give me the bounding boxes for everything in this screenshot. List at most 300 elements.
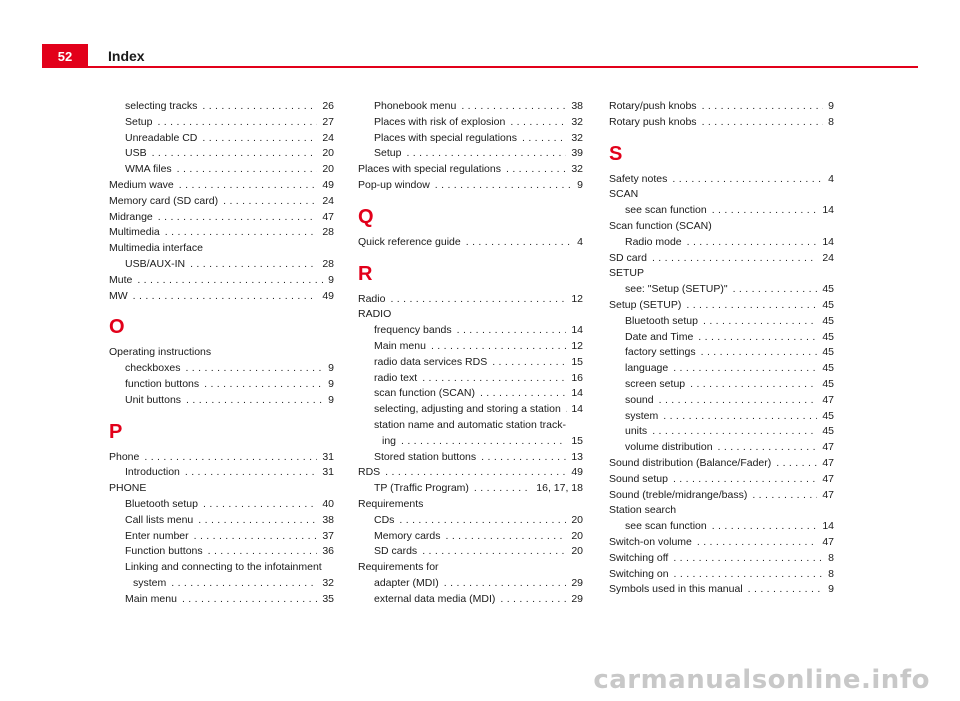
entry-text: USB <box>125 147 147 160</box>
dot-leader <box>748 582 824 598</box>
dot-leader <box>158 210 318 226</box>
dot-leader <box>673 361 817 377</box>
entry-page-number: 32 <box>571 115 583 128</box>
entry-page-number: 9 <box>328 273 334 286</box>
dot-leader <box>171 576 317 592</box>
dot-leader <box>776 456 817 472</box>
index-entry <box>358 178 583 194</box>
entry-page-number: 47 <box>822 472 834 485</box>
entry-page-number: 32 <box>322 576 334 589</box>
entry-text: Symbols used in this manual <box>609 583 743 596</box>
entry-text: Rotary/push knobs <box>609 100 697 112</box>
index-subentry <box>109 361 334 377</box>
index-subentry <box>358 402 583 418</box>
entry-text: Switch-on volume <box>609 535 692 548</box>
index-subentry <box>109 99 334 115</box>
dot-leader <box>566 402 567 418</box>
entry-text: Date and Time <box>625 330 694 343</box>
entry-page-number: 14 <box>571 324 583 337</box>
dot-leader <box>703 314 817 330</box>
entry-text: Setup (SETUP) <box>609 298 682 311</box>
entry-text: Midrange <box>109 210 153 223</box>
entry-text: scan function (SCAN) <box>374 387 475 400</box>
page-number-badge <box>42 44 88 68</box>
entry-text: checkboxes <box>125 362 181 375</box>
index-entry <box>358 465 583 481</box>
entry-text: Sound distribution (Balance/Fader) <box>609 456 772 469</box>
entry-page-number: 45 <box>822 330 834 343</box>
index-subentry <box>109 465 334 481</box>
entry-text: Switching on <box>609 567 669 580</box>
index-entry <box>358 560 583 576</box>
index-entry <box>109 210 334 226</box>
entry-text: system <box>625 409 659 422</box>
dot-leader <box>510 115 566 131</box>
entry-page-number: 45 <box>822 314 834 327</box>
index-entry <box>109 450 334 466</box>
entry-page-number: 45 <box>822 283 834 296</box>
dot-leader <box>185 465 317 481</box>
entry-page-number: 26 <box>322 100 334 112</box>
watermark-text: carmanualsonline.info <box>593 665 930 695</box>
index-entry <box>609 503 834 519</box>
entry-page-number: 47 <box>322 210 334 223</box>
entry-text: Mute <box>109 273 133 286</box>
index-entry <box>109 273 334 289</box>
entry-page-number: 9 <box>328 362 334 375</box>
entry-page-number: 8 <box>828 551 834 564</box>
dot-leader <box>177 162 318 178</box>
entry-page-number: 12 <box>571 339 583 352</box>
entry-text: Unreadable CD <box>125 131 198 144</box>
index-entry <box>358 292 583 308</box>
dot-leader <box>466 235 572 251</box>
entry-text: MW <box>109 289 128 302</box>
entry-text: Pop-up window <box>358 178 430 191</box>
dot-leader <box>522 131 566 147</box>
entry-text: Places with special regulations <box>374 131 517 144</box>
entry-text: Stored station buttons <box>374 450 477 463</box>
index-column-2 <box>358 99 583 608</box>
entry-page-number: 47 <box>822 393 834 406</box>
index-subentry <box>358 339 583 355</box>
entry-text: PHONE <box>109 482 147 495</box>
entry-text: Places with risk of explosion <box>374 115 506 128</box>
index-subentry <box>109 131 334 147</box>
dot-leader <box>506 162 566 178</box>
entry-text: Scan function (SCAN) <box>609 219 712 232</box>
index-subentry <box>109 146 334 162</box>
dot-leader <box>712 203 818 219</box>
entry-page-number: 45 <box>822 362 834 375</box>
entry-text: Requirements for <box>358 561 439 574</box>
index-subentry <box>358 529 583 545</box>
entry-page-number: 35 <box>322 592 334 605</box>
entry-page-number: 24 <box>322 194 334 207</box>
index-entry <box>109 241 334 257</box>
entry-text: selecting tracks <box>125 100 198 112</box>
dot-leader <box>144 450 317 466</box>
dot-leader <box>401 434 566 450</box>
entry-text: RADIO <box>358 308 392 321</box>
dot-leader <box>208 544 318 560</box>
entry-page-number: 20 <box>571 545 583 558</box>
dot-leader <box>702 99 824 115</box>
dot-leader <box>133 289 318 305</box>
dot-leader <box>385 465 566 481</box>
dot-leader <box>203 497 317 513</box>
entry-page-number: 9 <box>328 377 334 390</box>
index-letter-heading: O <box>109 316 125 339</box>
dot-leader <box>481 450 566 466</box>
entry-text: Main menu <box>374 339 426 352</box>
entry-page-number: 49 <box>571 466 583 479</box>
entry-page-number: 20 <box>322 147 334 160</box>
index-entry <box>609 187 834 203</box>
entry-page-number: 28 <box>322 257 334 270</box>
index-entry <box>609 456 834 472</box>
dot-leader <box>186 393 323 409</box>
index-entry <box>609 472 834 488</box>
entry-text: see scan function <box>625 520 707 533</box>
entry-page-number: 20 <box>571 513 583 526</box>
index-subentry <box>358 371 583 387</box>
dot-leader <box>733 282 818 298</box>
entry-page-number: 31 <box>322 450 334 463</box>
dot-leader <box>198 513 317 529</box>
index-entry <box>609 551 834 567</box>
entry-page-number: 9 <box>828 583 834 596</box>
entry-page-number: 49 <box>322 289 334 302</box>
index-subentry <box>609 203 834 219</box>
index-entry <box>609 172 834 188</box>
index-entry <box>609 582 834 598</box>
entry-text: Memory card (SD card) <box>109 194 219 207</box>
entry-text: SD card <box>609 251 647 264</box>
index-subentry <box>109 529 334 545</box>
entry-text: Setup <box>374 147 402 160</box>
index-subentry <box>109 497 334 513</box>
entry-page-number: 9 <box>328 393 334 406</box>
entry-text: Places with special regulations <box>358 163 501 176</box>
entry-text: SETUP <box>609 267 645 280</box>
entry-page-number: 32 <box>571 163 583 176</box>
dot-leader <box>652 424 817 440</box>
dot-leader <box>663 409 817 425</box>
index-subentry <box>109 560 334 592</box>
entry-text: Phonebook menu <box>374 100 457 112</box>
entry-text: screen setup <box>625 377 686 390</box>
index-subentry <box>609 330 834 346</box>
index-entry <box>358 497 583 513</box>
index-subentry <box>358 418 583 450</box>
entry-text: Memory cards <box>374 529 441 542</box>
entry-page-number: 16, 17, 18 <box>536 482 583 495</box>
dot-leader <box>712 519 818 535</box>
dot-leader <box>480 386 566 402</box>
entry-page-number: 4 <box>577 235 583 248</box>
index-subentry <box>609 282 834 298</box>
dot-leader <box>431 339 566 355</box>
entry-text-continued: ing <box>382 434 397 447</box>
index-entry <box>609 298 834 314</box>
entry-page-number: 29 <box>571 592 583 605</box>
dot-leader <box>182 592 317 608</box>
dot-leader <box>672 172 823 188</box>
index-subentry <box>609 235 834 251</box>
index-subentry <box>358 450 583 466</box>
entry-text: Enter number <box>125 529 189 542</box>
index-subentry <box>609 519 834 535</box>
dot-leader <box>444 576 567 592</box>
entry-page-number: 14 <box>571 387 583 400</box>
index-entry <box>609 115 834 131</box>
entry-page-number: 47 <box>822 488 834 501</box>
dot-leader <box>202 131 317 147</box>
entry-page-number: 15 <box>571 355 583 368</box>
entry-text: Radio mode <box>625 235 682 248</box>
entry-page-number: 9 <box>828 100 834 112</box>
entry-page-number: 38 <box>322 513 334 526</box>
index-subentry <box>109 162 334 178</box>
entry-page-number: 45 <box>822 346 834 359</box>
index-letter-heading: S <box>609 142 623 165</box>
index-entry <box>609 219 834 235</box>
entry-page-number: 4 <box>828 172 834 185</box>
index-letter-heading: Q <box>358 205 374 228</box>
index-entry <box>109 194 334 210</box>
dot-leader <box>718 440 818 456</box>
dot-leader <box>422 371 566 387</box>
entry-page-number: 27 <box>322 115 334 128</box>
entry-text: radio text <box>374 371 418 384</box>
entry-text: Function buttons <box>125 545 203 558</box>
index-entry <box>609 567 834 583</box>
index-subentry <box>609 345 834 361</box>
dot-leader <box>457 323 567 339</box>
entry-page-number: 39 <box>571 147 583 160</box>
index-entry <box>609 251 834 267</box>
entry-page-number: 8 <box>828 115 834 128</box>
index-subentry <box>109 257 334 273</box>
entry-text: USB/AUX-IN <box>125 257 186 270</box>
dot-leader <box>223 194 317 210</box>
entry-page-number: 47 <box>822 441 834 454</box>
entry-page-number: 13 <box>571 450 583 463</box>
index-subentry <box>358 544 583 560</box>
dot-leader <box>399 513 566 529</box>
entry-text: see: "Setup (SETUP)" <box>625 283 728 296</box>
index-subentry <box>358 146 583 162</box>
dot-leader <box>659 393 818 409</box>
index-subentry <box>609 440 834 456</box>
entry-page-number: 14 <box>822 235 834 248</box>
index-subentry <box>109 513 334 529</box>
entry-text: Medium wave <box>109 178 174 191</box>
entry-page-number: 47 <box>822 535 834 548</box>
entry-text: factory settings <box>625 346 696 359</box>
dot-leader <box>673 472 817 488</box>
entry-text: Introduction <box>125 466 180 479</box>
entry-text-continued: system <box>133 576 167 589</box>
dot-leader <box>390 292 566 308</box>
entry-page-number: 45 <box>822 298 834 311</box>
entry-page-number: 24 <box>822 251 834 264</box>
entry-page-number: 37 <box>322 529 334 542</box>
index-subentry <box>109 377 334 393</box>
index-subentry <box>358 592 583 608</box>
dot-leader <box>752 488 817 504</box>
page-number: 52 <box>57 48 73 64</box>
entry-text: Safety notes <box>609 172 668 185</box>
entry-text: selecting, adjusting and storing a station <box>374 403 561 416</box>
index-column-3 <box>609 99 834 598</box>
entry-page-number: 9 <box>577 178 583 191</box>
index-column-1 <box>109 99 334 608</box>
dot-leader <box>698 330 817 346</box>
entry-text: station name and automatic station track- <box>374 418 567 431</box>
entry-text: Operating instructions <box>109 346 212 359</box>
entry-text: SD cards <box>374 545 418 558</box>
dot-leader <box>461 99 566 115</box>
dot-leader <box>422 544 566 560</box>
entry-text: sound <box>625 393 654 406</box>
index-entry <box>609 99 834 115</box>
entry-text: Switching off <box>609 551 669 564</box>
index-subentry <box>109 544 334 560</box>
index-subentry <box>609 424 834 440</box>
entry-text: Multimedia <box>109 226 160 239</box>
entry-page-number: 45 <box>822 409 834 422</box>
dot-leader <box>673 551 823 567</box>
entry-text: Linking and connecting to the infotainment <box>125 561 322 574</box>
index-letter-heading: P <box>109 420 123 443</box>
entry-text: Phone <box>109 450 140 463</box>
dot-leader <box>652 251 817 267</box>
index-subentry <box>609 393 834 409</box>
entry-text: units <box>625 425 648 438</box>
dot-leader <box>157 115 317 131</box>
index-entry <box>109 225 334 241</box>
entry-text: RDS <box>358 466 381 479</box>
entry-page-number: 49 <box>322 178 334 191</box>
entry-text: WMA files <box>125 163 172 176</box>
dot-leader <box>179 178 318 194</box>
index-subentry <box>609 361 834 377</box>
dot-leader <box>406 146 566 162</box>
index-subentry <box>358 323 583 339</box>
index-letter-heading: R <box>358 262 373 285</box>
entry-page-number: 12 <box>571 292 583 305</box>
entry-text: Quick reference guide <box>358 235 461 248</box>
index-entry <box>609 488 834 504</box>
dot-leader <box>702 115 824 131</box>
dot-leader <box>686 298 817 314</box>
entry-text: volume distribution <box>625 441 713 454</box>
entry-text: Sound (treble/midrange/bass) <box>609 488 748 501</box>
dot-leader <box>690 377 817 393</box>
entry-page-number: 28 <box>322 226 334 239</box>
entry-page-number: 38 <box>571 100 583 112</box>
index-subentry <box>109 592 334 608</box>
entry-text: Call lists menu <box>125 513 194 526</box>
entry-page-number: 14 <box>822 520 834 533</box>
entry-page-number: 15 <box>571 434 583 447</box>
dot-leader <box>165 225 318 241</box>
dot-leader <box>500 592 566 608</box>
entry-text: Multimedia interface <box>109 242 203 255</box>
index-subentry <box>358 513 583 529</box>
dot-leader <box>697 535 817 551</box>
entry-page-number: 14 <box>822 204 834 217</box>
entry-text: Bluetooth setup <box>125 497 198 510</box>
entry-page-number: 14 <box>571 403 583 416</box>
index-entry <box>358 307 583 323</box>
index-entry <box>109 289 334 305</box>
entry-page-number: 29 <box>571 576 583 589</box>
entry-page-number: 36 <box>322 545 334 558</box>
dot-leader <box>185 361 323 377</box>
entry-text: radio data services RDS <box>374 355 488 368</box>
entry-text: Main menu <box>125 592 177 605</box>
entry-page-number: 45 <box>822 377 834 390</box>
dot-leader <box>152 146 318 162</box>
entry-text: function buttons <box>125 377 200 390</box>
header-divider <box>42 66 918 68</box>
index-entry <box>609 535 834 551</box>
dot-leader <box>137 273 323 289</box>
index-entry <box>109 481 334 497</box>
entry-page-number: 16 <box>571 371 583 384</box>
entry-page-number: 32 <box>571 131 583 144</box>
dot-leader <box>190 257 317 273</box>
index-entry <box>358 235 583 251</box>
dot-leader <box>194 529 318 545</box>
entry-text: Radio <box>358 292 386 305</box>
entry-text: CDs <box>374 513 395 526</box>
entry-text: Sound setup <box>609 472 668 485</box>
entry-page-number: 45 <box>822 425 834 438</box>
entry-text: Requirements <box>358 497 424 510</box>
index-subentry <box>609 409 834 425</box>
entry-text: frequency bands <box>374 324 452 337</box>
index-subentry <box>358 99 583 115</box>
entry-text: language <box>625 362 669 375</box>
dot-leader <box>492 355 566 371</box>
entry-text: SCAN <box>609 188 639 201</box>
entry-text: TP (Traffic Program) <box>374 482 469 495</box>
entry-page-number: 24 <box>322 131 334 144</box>
entry-page-number: 40 <box>322 497 334 510</box>
index-subentry <box>358 481 583 497</box>
entry-page-number: 47 <box>822 456 834 469</box>
dot-leader <box>446 529 567 545</box>
dot-leader <box>674 567 824 583</box>
index-subentry <box>358 576 583 592</box>
dot-leader <box>202 99 317 115</box>
index-subentry <box>358 355 583 371</box>
entry-page-number: 31 <box>322 466 334 479</box>
index-entry <box>358 162 583 178</box>
dot-leader <box>701 345 818 361</box>
index-subentry <box>109 393 334 409</box>
index-subentry <box>609 314 834 330</box>
index-subentry <box>358 115 583 131</box>
dot-leader <box>435 178 572 194</box>
index-subentry <box>358 386 583 402</box>
index-entry <box>109 345 334 361</box>
index-entry <box>109 178 334 194</box>
